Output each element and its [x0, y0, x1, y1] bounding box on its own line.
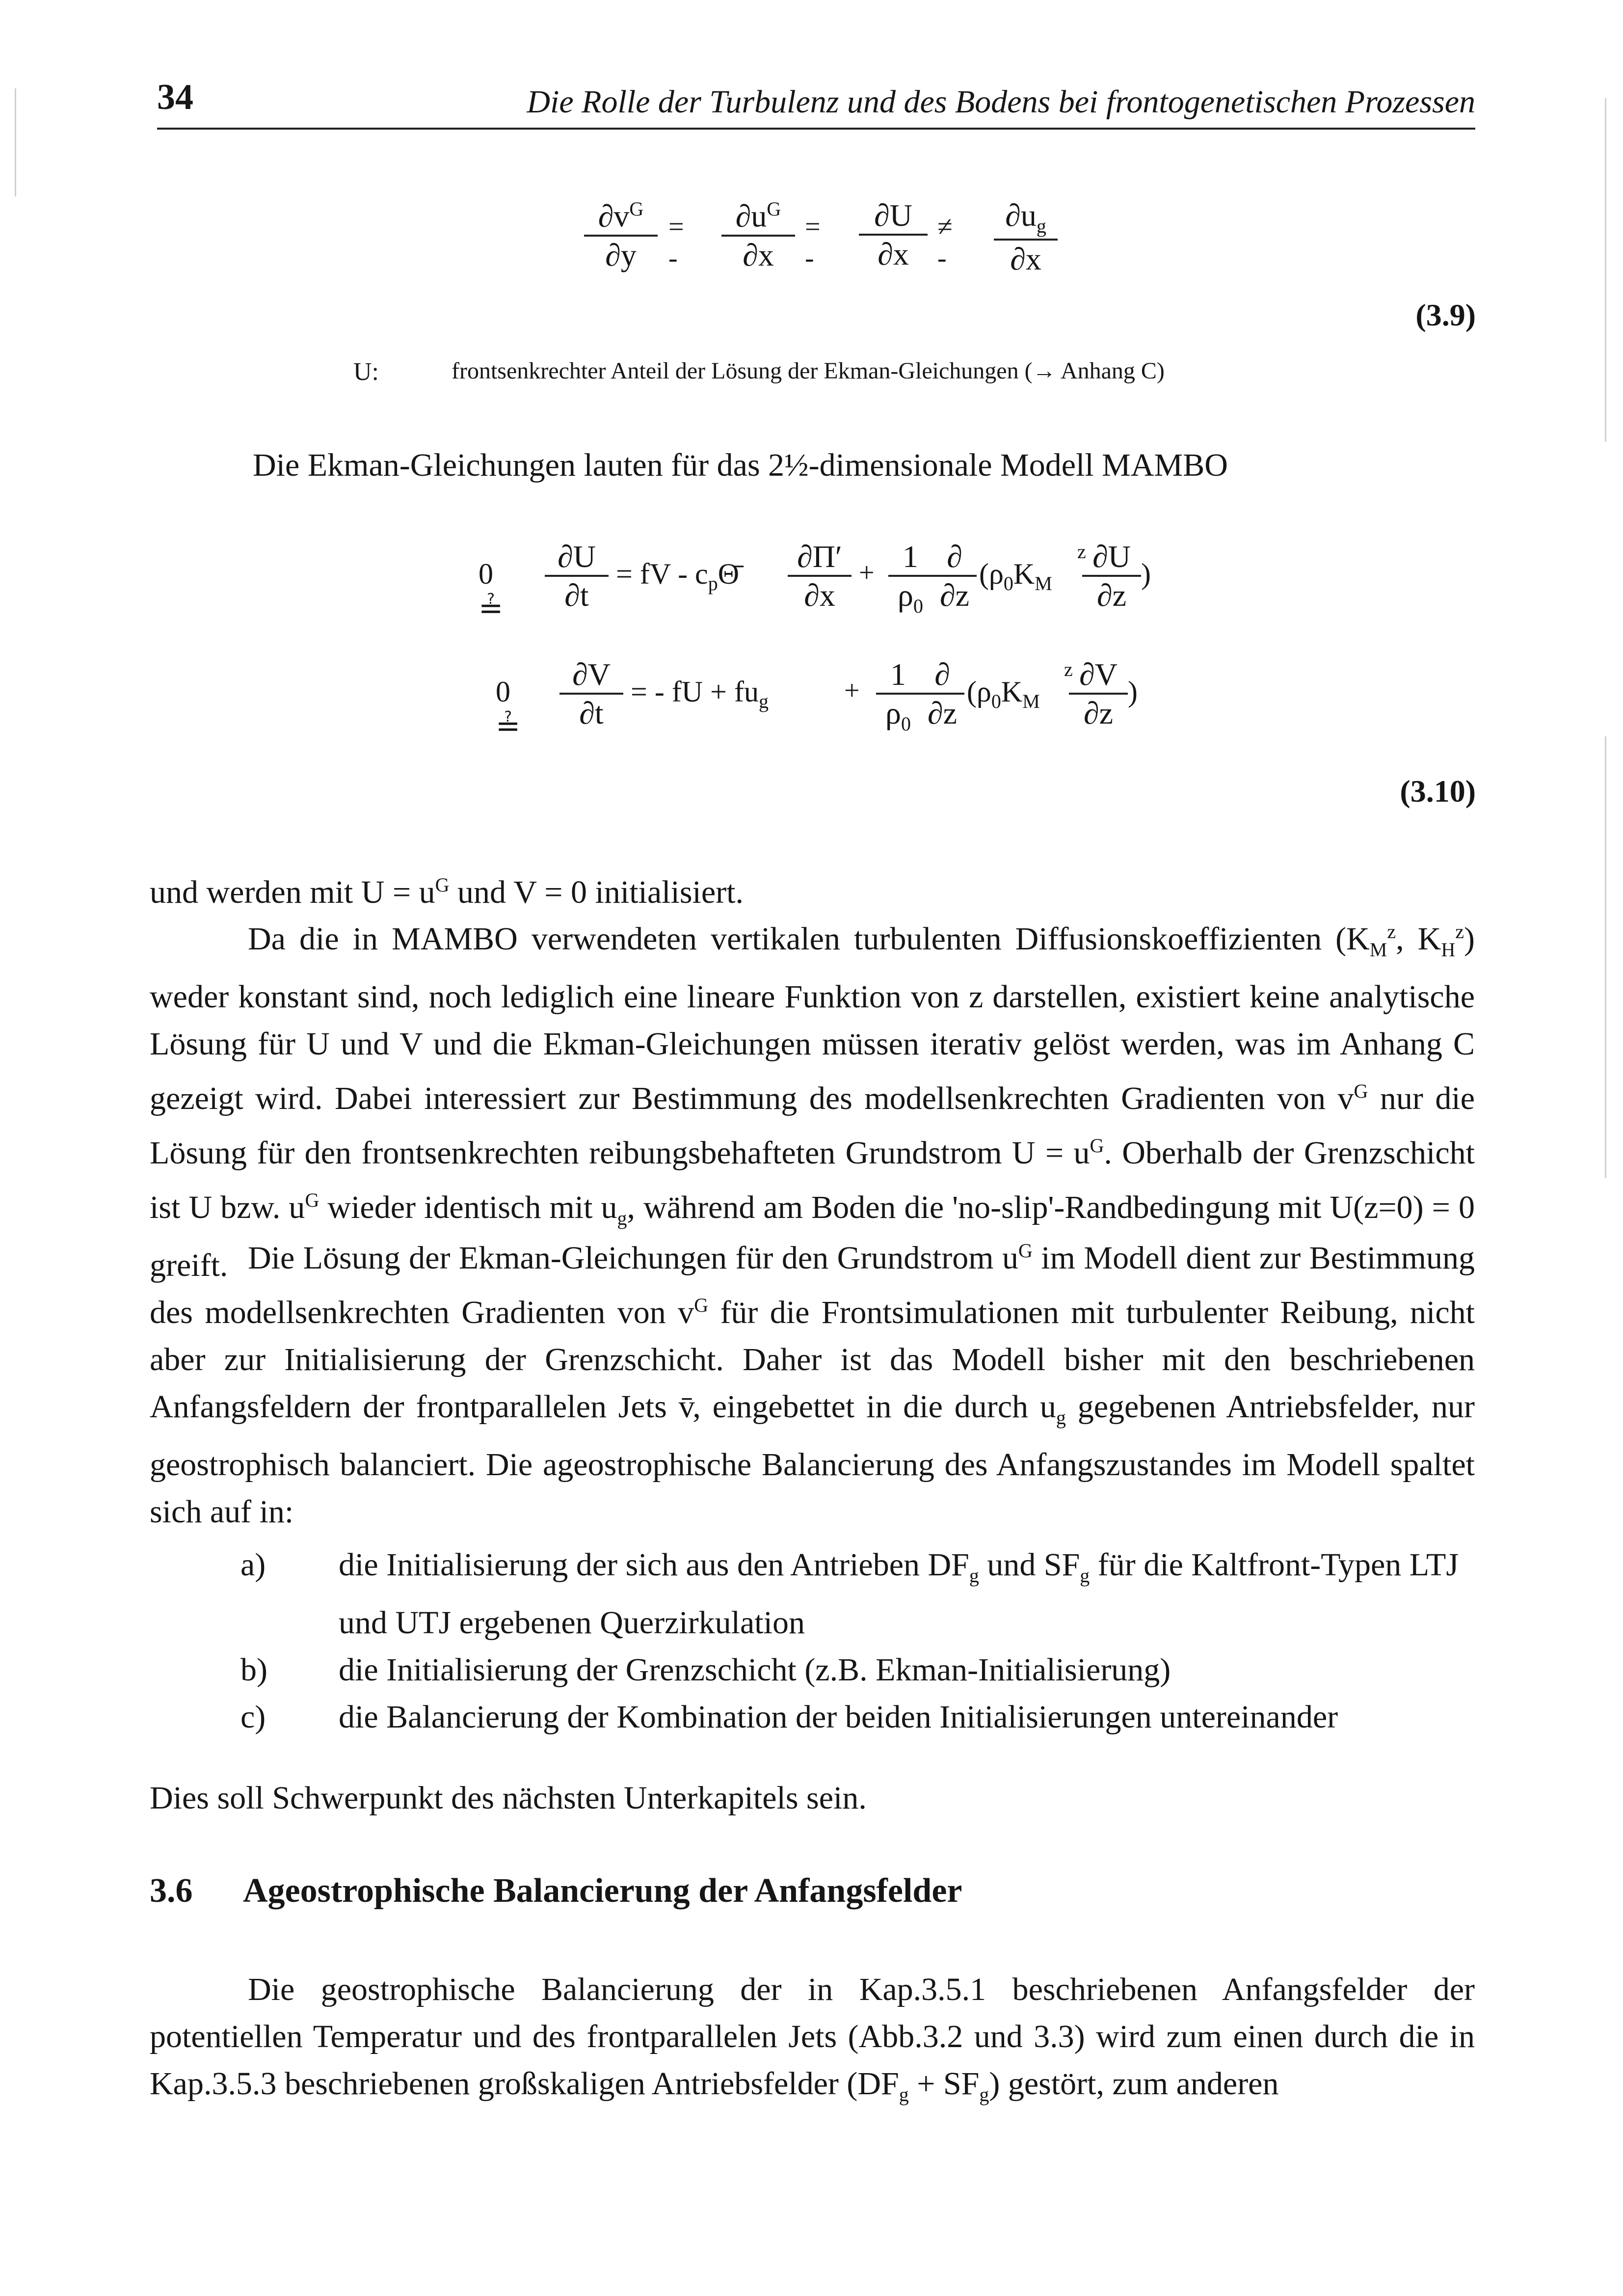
- balancing-list: [240, 1541, 1477, 1741]
- legend-text: frontsenkrechter Anteil der Lösung der Ekman-Gleichungen (→ Anhang C): [452, 358, 1165, 384]
- document-page: 34 Die Rolle der Turbulenz und des Bodens bei frontogenetischen Prozessen $\frac{\partial v^G}{\partial y}$ = - $\frac{\partial u^G}{\partial x}$ = - $\frac{\partial U}{\partial x}$ ≠ - $\frac{\partial u_g}{\partial x}$ (3.9) U: frontsenkrechter Anteil der Lösung der Ekman-Gleichungen (→ Anhang C) Die Ekman-Gleichungen lauten für das 2½-dimensionale Modell MAMBO 0 ≟ $\frac{\partial U}{\partial t}$ = fV - $c_p\Thetā$ $\frac{\partial\Pi'}{\partial x}$ + $\frac{1}{\rho_0}$ ∂ ∂z ($\rho_0K_M$ z $\frac{\partial U}{\partial z}$ ) 0 ≟ $\frac{\partial V}{\partial t}$ = - fU + $fu_g$ + $\frac{1}{\rho_0}$ ∂ ∂z ($\rho_0K_M$ z $\frac{\partial V}{\partial z}$ ) (3.10) und werden mit $U = u^G$ und V = 0 initialisiert. Da die in MAMBO verwendeten vertikalen turbulenten Diffusionskoeffizienten ($K_M^z$, $K_H^z$) weder konstant sind, noch lediglich eine lineare Funktion von z darstellen, existiert keine analytische Lösung für U und V und die Ekman-Gleichungen müssen iterativ gelöst werden, was im Anhang C gezeigt wird. Dabei interessiert zur Bestimmung des modellsenkrechten Gradienten von $v^G$ nur die Lösung für den frontsenkrechten reibungsbehafteten Grundstrom $U = u^G$. Oberhalb der Grenzschicht ist U bzw. $u^G$ wieder identisch mit $u_g$, während am Boden die 'no-slip'-Randbedingung mit U(z=0) = 0 greift. Die Lösung der Ekman-Gleichungen für den Grundstrom $u^G$ im Modell dient zur Bestimmung des modellsenkrechten Gradienten von $v^G$ für die Frontsimulationen mit turbulenter Reibung, nicht aber zur Initialisierung der Grenzschicht. Daher ist das Modell bisher mit den beschriebenen Anfangsfeldern der frontparallelen Jets v̄, eingebettet in die durch $u_g$ gegebenen Antriebsfelder, nur geostrophisch balanciert. Die ageostrophische Balancierung des Anfangszustandes im Modell spaltet sich auf in: a) die Initialisierung der sich aus den Antrieben $DF_g$ und $SF_g$ für die Kaltfront-Typen LTJ und UTJ ergebenen Querzirkulation b) die Initialisierung der Grenzschicht (z.B. Ekman-Initialisierung) c) die Balancierung der Kombination der beiden Initialisierungen untereinander Dies soll Schwerpunkt des nächsten Unterkapitels sein. 3.6 Ageostrophische Balancierung der Anfangsfelder Die geostrophische Balancierung der in Kap.3.5.1 beschriebenen Anfangsfelder der potentiellen Temperatur und des frontparallelen Jets (Abb.3.2 und 3.3) wird zum einen durch die in Kap.3.5.3 beschriebenen großskaligen Antriebsfelder $(DF_g + SF_g)$ gestört, zum anderen: [0, 0, 1623, 2296]
- paragraph-diffusion-coefficients: Da die in MAMBO verwendeten vertikalen turbulenten Diffusionskoeffizienten ($K_M^z$, $K_H^z$) weder konstant sind, noch lediglich eine lineare Funktion von z darstellen, existiert keine analytische Lösung für U und V und die Ekman-Gleichungen müssen iterativ gelöst werden, was im Anhang C gezeigt wird. Dabei interessiert zur Bestimmung des modellsenkrechten Gradienten von $v^G$ nur die Lösung für den frontsenkrechten reibungsbehafteten Grundstrom $U = u^G$. Oberhalb der Grenzschicht ist U bzw. $u^G$ wieder identisch mit $u_g$, während am Boden die 'no-slip'-Randbedingung mit U(z=0) = 0 greift.: [150, 920, 1475, 1284]
- scan-edge-mark: [15, 88, 16, 196]
- section-number: 3.6: [150, 1872, 193, 1910]
- page-number: 34: [157, 77, 193, 117]
- running-title: Die Rolle der Turbulenz und des Bodens bei frontogenetischen Prozessen: [527, 84, 1475, 120]
- paragraph-ekman-solution: Die Lösung der Ekman-Gleichungen für den Grundstrom $u^G$ im Modell dient zur Bestimmung des modellsenkrechten Gradienten von $v^G$ für die Frontsimulationen mit turbulenter Reibung, nicht aber zur Initialisierung der Grenzschicht. Daher ist das Modell bisher mit den beschriebenen Anfangsfeldern der frontparallelen Jets v̄, eingebettet in die durch $u_g$ gegebenen Antriebsfelder, nur geostrophisch balanciert. Die ageostrophische Balancierung des Anfangszustandes im Modell spaltet sich auf in:: [150, 1240, 1475, 1530]
- operator: = -: [668, 212, 684, 273]
- intro-sentence: Die Ekman-Gleichungen lauten für das 2½-dimensionale Modell MAMBO: [253, 447, 1228, 483]
- operator: = -: [805, 212, 821, 273]
- fraction-dU-dx: $\frac{\partial U}{\partial x}$: [859, 199, 928, 270]
- equation-number-3-9: (3.9): [1415, 297, 1476, 332]
- page-header: [157, 74, 1475, 130]
- section-title: Ageostrophische Balancierung der Anfangsfelder: [243, 1872, 962, 1910]
- paragraph-initialisation: und werden mit $U = u^G$ und V = 0 initialisiert.: [150, 874, 744, 910]
- equation-number-3-10: (3.10): [1400, 774, 1476, 809]
- fraction-dug-dx: $\frac{\partial u_g}{\partial x}$: [994, 199, 1058, 275]
- paragraph-geostrophic-balancing: Die geostrophische Balancierung der in Kap.3.5.1 beschriebenen Anfangsfelder der potentiellen Temperatur und des frontparallelen Jets (Abb.3.2 und 3.3) wird zum einen durch die in Kap.3.5.3 beschriebenen großskaligen Antriebsfelder $(DF_g + SF_g)$ gestört, zum anderen: [150, 1972, 1475, 2106]
- list-item: c) die Balancierung der Kombination der beiden Initialisierungen untereinander: [240, 1699, 1338, 1735]
- legend-symbol: U:: [353, 358, 379, 386]
- operator: ≠ -: [937, 212, 953, 273]
- scan-edge-mark: [1605, 98, 1606, 442]
- fraction-dvG-dy: $\frac{\partial v^G}{\partial y}$: [584, 199, 658, 271]
- paragraph-next-subchapter: Dies soll Schwerpunkt des nächsten Unterkapitels sein.: [150, 1780, 867, 1816]
- scan-edge-mark: [1605, 736, 1606, 1178]
- fraction-duG-dx: $\frac{\partial u^G}{\partial x}$: [721, 199, 795, 271]
- list-item: a) die Initialisierung der sich aus den Antrieben $DF_g$ und $SF_g$ für die Kaltfront-Typen LTJ und UTJ ergebenen Querzirkulation: [240, 1547, 1459, 1641]
- list-item: b) die Initialisierung der Grenzschicht (z.B. Ekman-Initialisierung): [240, 1652, 1171, 1688]
